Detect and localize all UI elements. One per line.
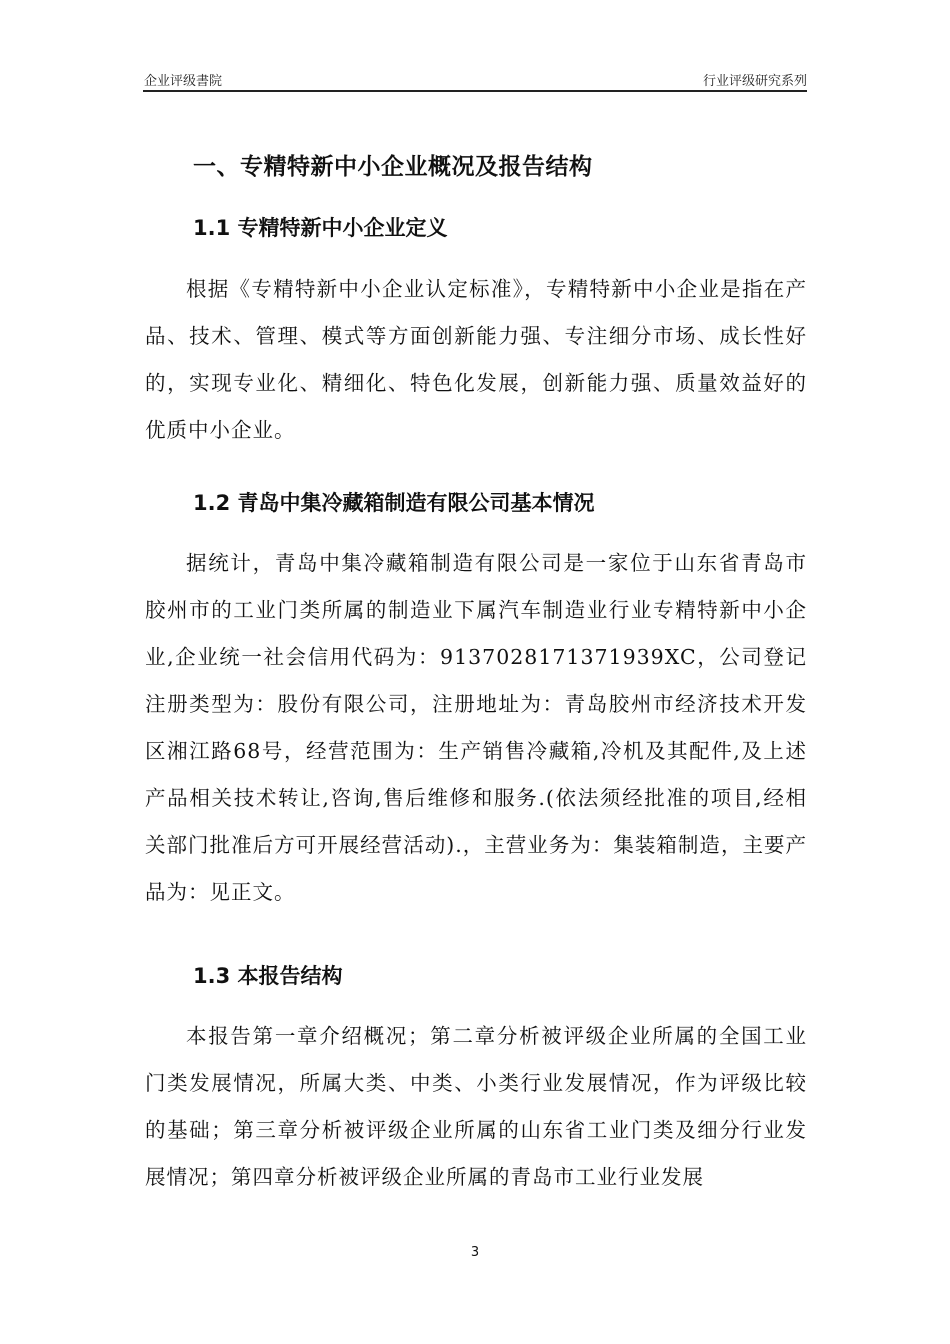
- section-title-1-3: 1.3 本报告结构: [193, 964, 343, 988]
- section-title-1-1: 1.1 专精特新中小企业定义: [193, 216, 448, 240]
- section-body-1-3: 本报告第一章介绍概况；第二章分析被评级企业所属的全国工业门类发展情况，所属大类、中类、小类行业发展情况，作为评级比较的基础；第三章分析被评级企业所属的山东省工业门类及细分行业发展情况；第四章分析被评级企业所属的青岛市工业行业发展: [145, 1024, 807, 1189]
- section-body-1-2: 据统计，青岛中集冷藏箱制造有限公司是一家位于山东省青岛市胶州市的工业门类所属的制造业下属汽车制造业行业专精特新中小企业,企业统一社会信用代码为：9137028171371939XC，公司登记注册类型为：股份有限公司，注册地址为：青岛胶州市经济技术开发区湘江路68号，经营范围为：生产销售冷藏箱,冷机及其配件,及上述产品相关技术转让,咨询,售后维修和服务.(依法须经批准的项目,经相关部门批准后方可开展经营活动).，主营业务为：集装箱制造，主要产品为：见正文。: [145, 551, 807, 904]
- header-left-title: 企业评级書院: [144, 74, 223, 89]
- page-number: 3: [470, 1245, 480, 1260]
- header-right-title: 行业评级研究系列: [702, 74, 807, 89]
- section-body-1-1: 根据《专精特新中小企业认定标准》，专精特新中小企业是指在产品、技术、管理、模式等方面创新能力强、专注细分市场、成长性好的，实现专业化、精细化、特色化发展，创新能力强、质量效益好的优质中小企业。: [145, 277, 807, 442]
- section-title-1-2: 1.2 青岛中集冷藏箱制造有限公司基本情况: [193, 491, 595, 515]
- chapter-title: 一、专精特新中小企业概况及报告结构: [193, 154, 593, 180]
- page-header: [143, 68, 807, 92]
